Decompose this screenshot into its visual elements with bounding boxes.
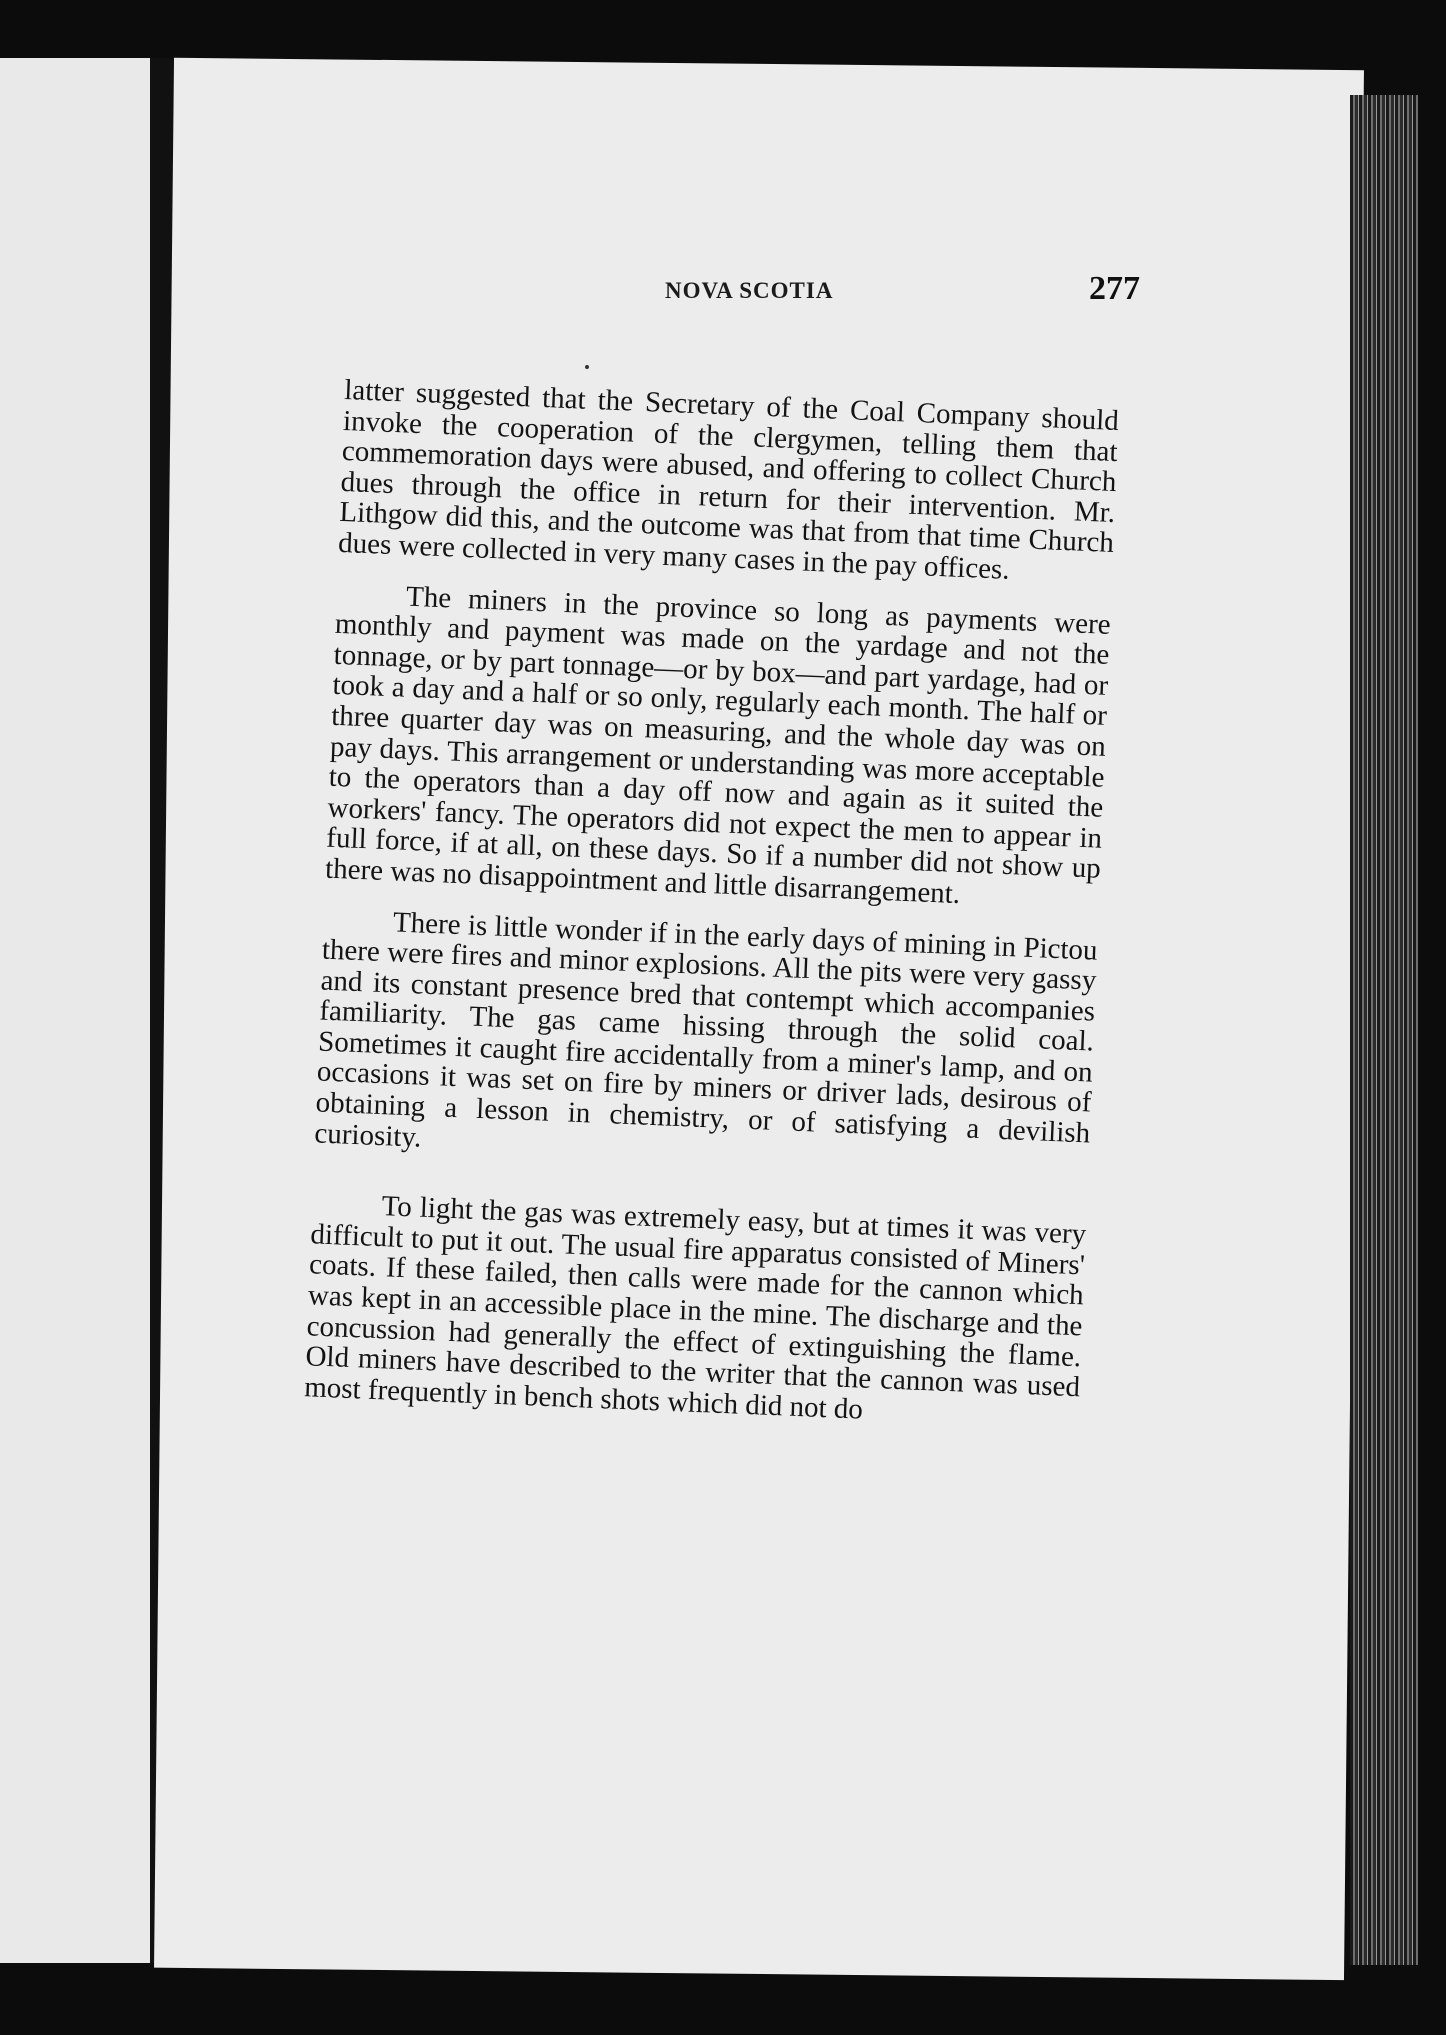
paragraph-1: latter suggested that the Secretary of the Coal Company should invoke the cooperation of the clergymen, telling them that commemoration days were abused, and offering to collect Church dues through the office in return for their intervention. Mr. Lithgow did this, and the outcome was that from that time Church dues were collected in very many cases in the pay offices. <box>337 374 1120 586</box>
paragraph-2: The miners in the province so long as payments were monthly and payment was made on the yardage and not the tonnage, or by part tonnage—or by box—and part yardage, had or took a day and a half or so only, regularly each month. The half or three quarter day was on measuring, and the whole day was on pay days. This arrangement or understanding was more acceptable to the operators than a day off now and again as it suited the workers' fancy. The operators did not expect the men to appear in full force, if at all, on these days. So if a number did not show up there was no disappointment and little disarrangement. <box>324 580 1112 910</box>
page-header <box>320 270 1140 330</box>
paragraph-4: To light the gas was extremely easy, but at times it was very difficult to put it out. The usual fire apparatus consisted of Miners' coats. If these failed, then calls were made for the cannon which was kept in an accessible place in the mine. The discharge and the concussion had generally the effect of extinguishing the flame. Old miners have described to the writer that the cannon was used most frequently in bench shots which did not do <box>303 1190 1087 1426</box>
print-speck <box>585 365 589 369</box>
page-number: 277 <box>1089 270 1140 307</box>
running-head: NOVA SCOTIA <box>665 278 834 303</box>
facing-page <box>0 58 154 1963</box>
paragraph-3: There is little wonder if in the early days of mining in Pictou there were fires and minor explosions. All the pits were very gassy and its constant presence bred that contempt which accompanies familiarity. The gas came hissing through the solid coal. Sometimes it caught fire accidentally from a miner's lamp, and on occasions it was set on fire by miners or driver lads, desirous of obtaining a lesson in chemistry, or of satisfying a devilish curiosity. <box>313 905 1099 1154</box>
body-text <box>304 375 1120 1434</box>
page-edges <box>1350 95 1418 1965</box>
